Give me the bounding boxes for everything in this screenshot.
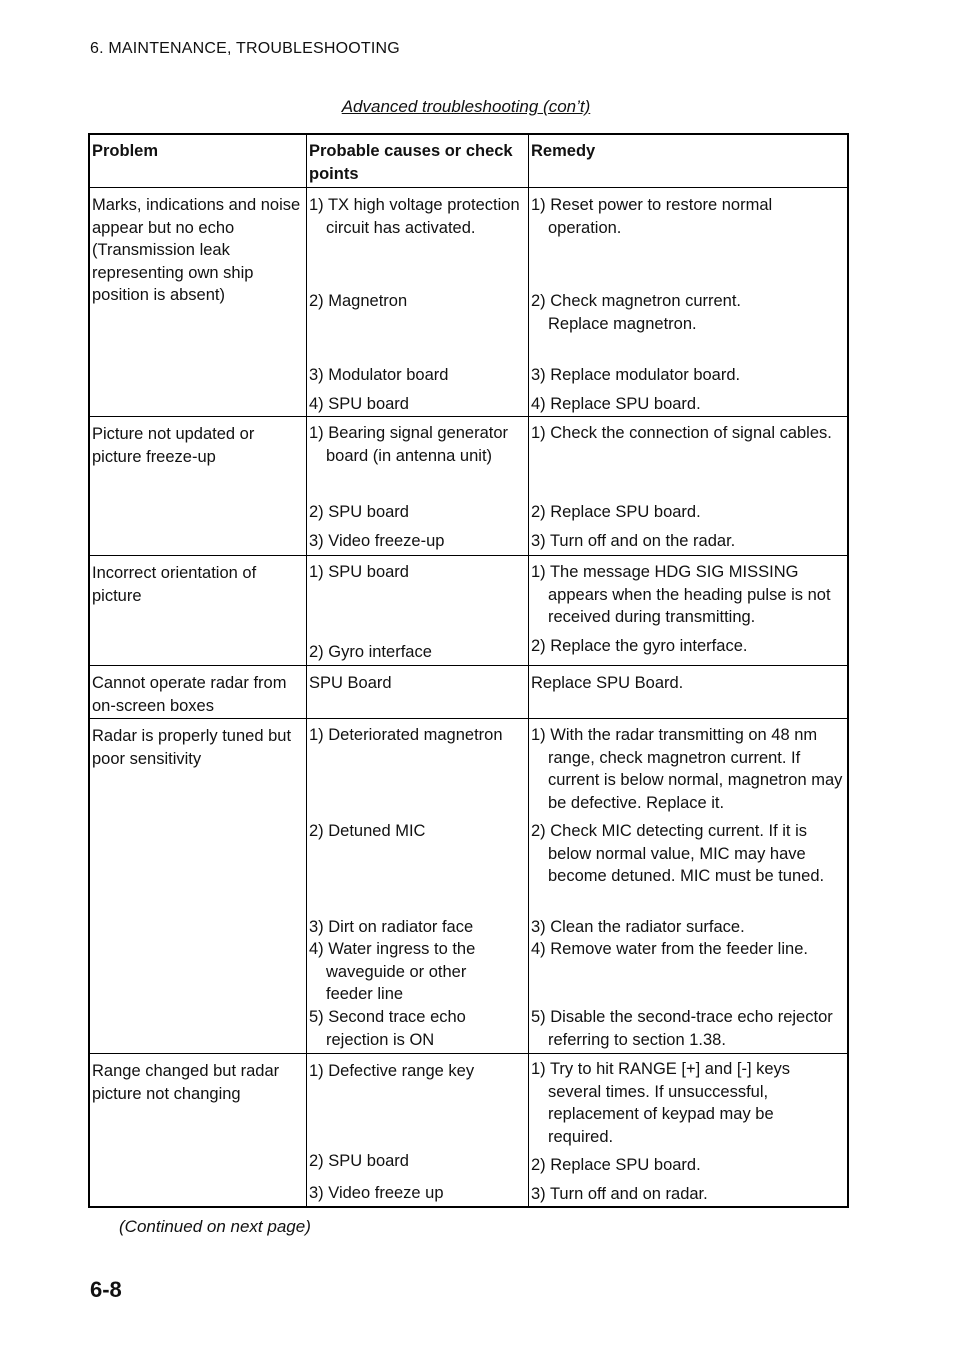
cause-item: 1) Bearing signal generator board (in antenna unit) — [309, 424, 509, 465]
cause-item: 5) Second trace echo rejection is ON — [309, 1008, 466, 1049]
cause-item: 4) SPU board — [309, 395, 409, 413]
page-number: 6-8 — [90, 1277, 122, 1302]
remedy-item: 2) Check MIC detecting current. If it is below normal value, MIC may have become detuned. MIC must be tuned. — [531, 822, 825, 885]
troubleshooting-table — [88, 133, 849, 1208]
cause-item: 3) Modulator board — [309, 366, 449, 384]
remedy-item: 1) With the radar transmitting on 48 nm range, check magnetron current. If current is below normal, magnetron may be defective. Replace it. — [531, 726, 843, 812]
column-header-remedy: Remedy — [529, 135, 847, 188]
continued-note: (Continued on next page) — [119, 1217, 311, 1236]
cause-item: 2) Detuned MIC — [309, 822, 426, 840]
remedy-item: 2) Replace the gyro interface. — [531, 637, 748, 655]
remedy-item: 2) Replace SPU board. — [531, 1156, 701, 1174]
running-header: 6. MAINTENANCE, TROUBLESHOOTING — [90, 40, 400, 57]
remedy-cell: Replace SPU Board. — [529, 666, 847, 719]
cause-item: 3) Video freeze-up — [309, 532, 445, 550]
remedy-item: 2) Replace SPU board. — [531, 503, 701, 521]
cause-item: 2) SPU board — [309, 1152, 409, 1170]
remedy-cell — [529, 719, 847, 1054]
problem-cell: Range changed but radar picture not changing — [90, 1054, 307, 1206]
remedy-item: 1) Reset power to restore normal operation. — [531, 196, 773, 237]
cause-item: 2) Magnetron — [309, 292, 408, 310]
cause-item: 1) Defective range key — [309, 1062, 475, 1080]
table-title: Advanced troubleshooting (con’t) — [341, 97, 591, 116]
cause-item: 1) Deteriorated magnetron — [309, 726, 503, 744]
cause-item: 2) SPU board — [309, 503, 409, 521]
cause-item: 3) Dirt on radiator face — [309, 918, 474, 936]
cause-item: 3) Video freeze up — [309, 1184, 444, 1202]
causes-cell — [307, 1054, 529, 1206]
causes-cell: SPU Board — [307, 666, 529, 719]
causes-cell — [307, 556, 529, 666]
remedy-item: 1) Check the connection of signal cables. — [531, 424, 832, 442]
problem-cell: Marks, indications and noise appear but no echo (Transmission leak representing own ship position is absent) — [90, 188, 307, 417]
problem-cell: Radar is properly tuned but poor sensitivity — [90, 719, 307, 1054]
cause-item: 1) TX high voltage protection circuit has activated. — [309, 196, 520, 237]
causes-cell — [307, 188, 529, 417]
problem-cell: Picture not updated or picture freeze-up — [90, 417, 307, 556]
cause-item: 2) Gyro interface — [309, 643, 432, 661]
problem-cell: Cannot operate radar from on-screen boxes — [90, 666, 307, 719]
remedy-item: 3) Replace modulator board. — [531, 366, 741, 384]
remedy-item: 1) Try to hit RANGE [+] and [-] keys several times. If unsuccessful, replacement of keypad may be required. — [531, 1060, 791, 1146]
remedy-cell — [529, 1054, 847, 1206]
remedy-item: 4) Replace SPU board. — [531, 395, 701, 413]
cause-item: 4) Water ingress to the waveguide or other feeder line — [309, 940, 476, 1003]
remedy-item: 3) Turn off and on the radar. — [531, 532, 736, 550]
causes-cell — [307, 417, 529, 556]
column-header-problem: Problem — [90, 135, 307, 188]
cause-item: 1) SPU board — [309, 563, 409, 581]
remedy-item: 5) Disable the second-trace echo rejector referring to section 1.38. — [531, 1008, 833, 1049]
remedy-cell — [529, 556, 847, 666]
column-header-causes: Probable causes or check points — [307, 135, 529, 188]
remedy-cell — [529, 188, 847, 417]
problem-cell: Incorrect orientation of picture — [90, 556, 307, 666]
remedy-item: 1) The message HDG SIG MISSING appears when the heading pulse is not received during transmitting. — [531, 563, 831, 626]
causes-cell — [307, 719, 529, 1054]
remedy-item: 3) Clean the radiator surface. — [531, 918, 745, 936]
remedy-item: 2) Check magnetron current. Replace magnetron. — [531, 292, 742, 333]
remedy-item: 3) Turn off and on radar. — [531, 1185, 708, 1203]
remedy-item: 4) Remove water from the feeder line. — [531, 940, 808, 958]
remedy-cell — [529, 417, 847, 556]
